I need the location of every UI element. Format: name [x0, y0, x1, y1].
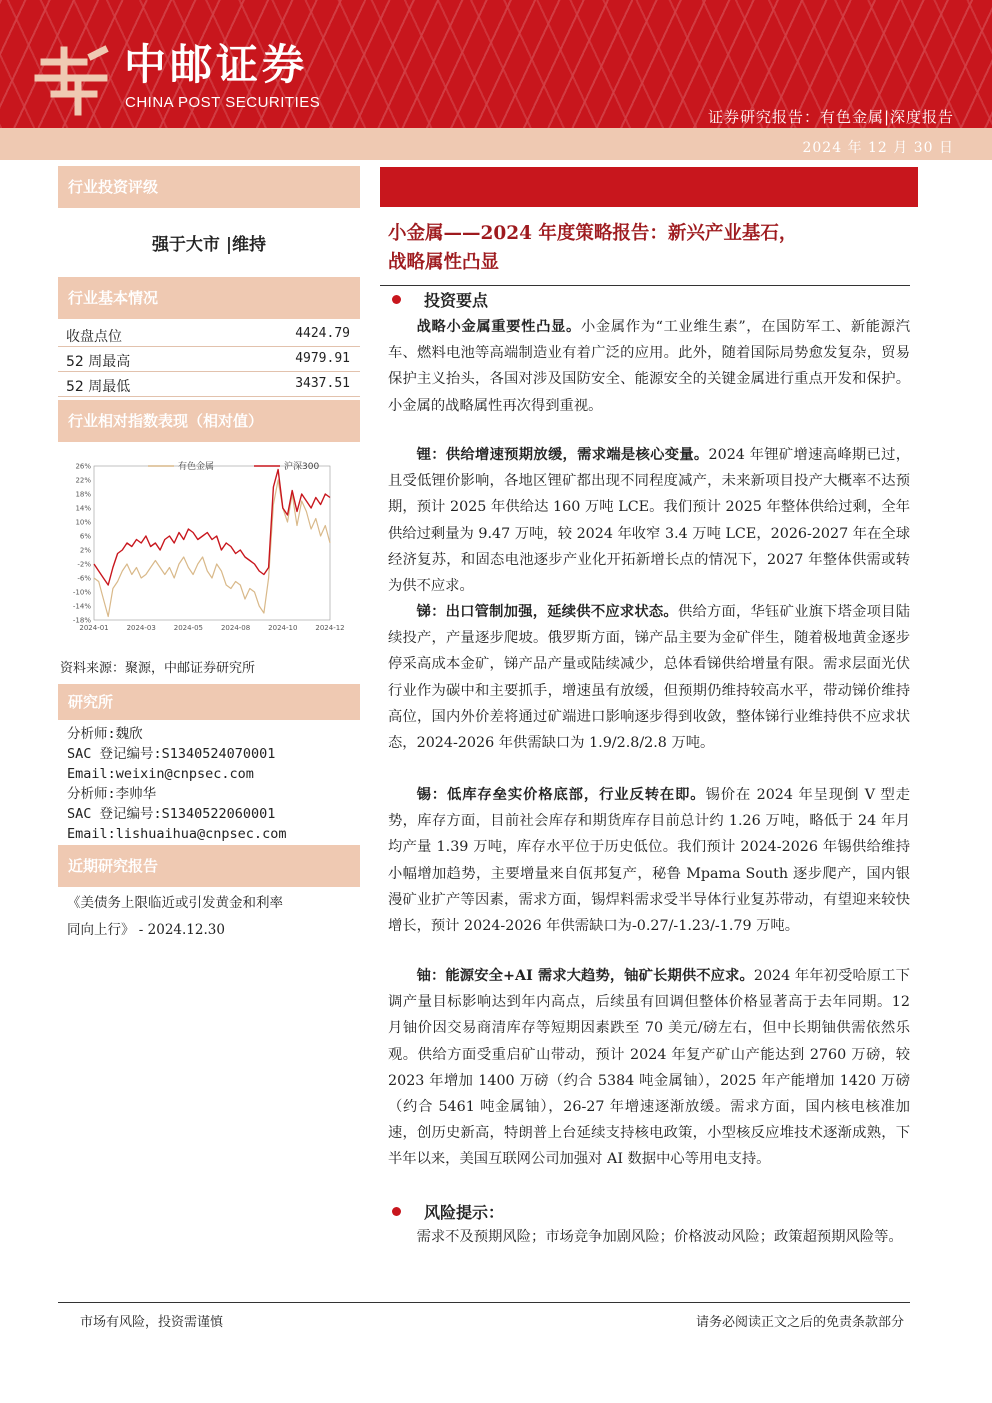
info-row [58, 347, 360, 372]
analyst-1-email[interactable]: Email:weixin@cnpsec.com [67, 766, 254, 782]
header-banner [0, 0, 992, 128]
para-body: 2024 年年初受哈原工下调产量目标影响达到年内高点，后续虽有回调但整体价格显著高于去年同期。12 月铀价因交易商清库存等短期因素跌至 70 美元/磅左右，但中长期铀供需依然乐观。供给方面受重启矿山带动，预计 2024 年复产矿山产能达到 2760 万磅，较 2023 年增加 1400 万磅（约合 5384 吨金属铀），2025 年产能增加 1420 万磅（约合 5461 吨金属铀），26-27 年增速逐渐放缓。需求方面，国内核电核准加速，创历史新高，特朗普上台延续支持核电政策，小型核反应堆技术逐渐成熟，下半年以来，美国互联网公司加强对 AI 数据中心等用电支持。 [388, 968, 910, 1168]
report-title [388, 219, 918, 277]
series-line-2 [94, 470, 330, 586]
report-header [0, 0, 992, 160]
x-tick-label: 2024-08 [220, 624, 251, 632]
analyst-2-sac: SAC 登记编号:S1340522060001 [67, 806, 276, 822]
bullet-dot-icon [392, 1207, 401, 1216]
info-label: 52 周最低 [66, 379, 131, 395]
relative-index-chart [58, 444, 360, 644]
para-lead: 锑：出口管制加强，延续供不应求状态。 [416, 604, 678, 620]
relative-performance-head: 行业相对指数表现（相对值） [58, 400, 360, 442]
paragraph-risk: 需求不及预期风险；市场竞争加剧风险；价格波动风险；政策超预期风险等。 [416, 1229, 903, 1245]
report-type: 证券研究报告：有色金属|深度报告 [707, 108, 954, 126]
y-tick-label: 26% [75, 462, 91, 471]
section-divider [380, 285, 910, 286]
analyst-1-name: 分析师:魏欣 [67, 726, 143, 742]
legend-label: 沪深300 [284, 462, 320, 472]
recent-report-line: 同向上行》 - 2024.12.30 [67, 922, 225, 938]
info-row [58, 372, 360, 397]
y-tick-label: 6% [79, 532, 91, 541]
analyst-2-email[interactable]: Email:lishuaihua@cnpsec.com [67, 826, 287, 842]
report-date: 2024 年 12 月 30 日 [802, 140, 954, 156]
info-value: 3437.51 [295, 376, 350, 391]
analyst-1-sac: SAC 登记编号:S1340524070001 [67, 746, 276, 762]
y-tick-label: 10% [75, 518, 91, 527]
y-tick-label: -2% [77, 560, 91, 569]
para-body: 2024 年锂矿增速高峰期已过，且受低锂价影响，各地区锂矿都出现不同程度减产，未来新项目投产大概率不达预期，预计 2025 年供给达 160 万吨 LCE。我们预计 2025 年整体供给过剩，全年供给过剩量为 9.47 万吨，较 2024 年收窄 3.4 万吨 LCE，2026-2027 年在全球经济复苏，和固态电池逐步产业化开拓新增长点的情况下，2027 年整体供需或转为供不应求。 [388, 447, 910, 595]
legend-label: 有色金属 [178, 462, 215, 472]
title-red-bar [380, 167, 918, 207]
y-tick-label: 2% [79, 546, 91, 555]
para-lead: 铀：能源安全+AI 需求大趋势，铀矿长期供不应求。 [416, 968, 754, 984]
brand-name-en: CHINA POST SECURITIES [125, 94, 321, 111]
x-tick-label: 2024-05 [173, 624, 204, 632]
para-lead: 锡：低库存垒实价格底部，行业反转在即。 [416, 787, 706, 803]
y-tick-label: -10% [72, 588, 91, 597]
info-label: 收盘点位 [66, 329, 122, 345]
y-tick-label: -14% [72, 602, 91, 611]
paragraph-strategic [388, 314, 910, 419]
research-dept-head: 研究所 [58, 684, 360, 720]
section-heading-key-points: 投资要点 [424, 291, 489, 310]
analyst-2-name: 分析师:李帅华 [67, 786, 157, 802]
para-body: 供给方面，华钰矿业旗下塔金项目陆续投产，产量逐步爬坡。俄罗斯方面，锑产品主要为金矿伴生，随着极地黄金逐步停采高成本金矿，锑产品产量或陆续减少，总体看锑供给增量有限。需求层面光伏行业作为碳中和主要抓手，增速虽有放缓，但预期仍维持较高水平，带动锑价维持高位，国内外价差将通过矿端进口影响逐步得到收敛，整体锑行业维持供不应求状态，2024-2026 年供需缺口为 1.9/2.8/2.8 万吨。 [388, 604, 911, 752]
chart-plot-frame [94, 466, 330, 620]
x-tick-label: 2024-12 [315, 624, 345, 632]
para-lead: 战略小金属重要性凸显。 [416, 319, 581, 335]
chart-source: 资料来源：聚源，中邮证券研究所 [60, 661, 256, 676]
title-line: 战略属性凸显 [388, 252, 500, 273]
footer-disclaimer-note: 请务必阅读正文之后的免责条款部分 [695, 1315, 904, 1330]
paragraph-tin [388, 782, 910, 939]
y-tick-label: -6% [77, 574, 91, 583]
paragraph-lithium [388, 442, 910, 599]
para-lead: 锂：供给增速预期放缓，需求端是核心变量。 [416, 447, 709, 463]
footer-risk-note: 市场有风险，投资需谨慎 [80, 1315, 224, 1330]
x-tick-label: 2024-03 [126, 624, 156, 632]
info-label: 52 周最高 [66, 354, 131, 370]
y-tick-label: 18% [75, 490, 91, 499]
paragraph-uranium [388, 963, 910, 1173]
para-body: 锡价在 2024 年呈现倒 V 型走势，库存方面，目前社会库存和期货库存目前总计约 1.26 万吨，略低于 24 年月均产量 1.39 万吨，库存水平位于历史低位。我们预计 2024-2026 年锡供给维持小幅增加趋势，主要增量来自佤邦复产，秘鲁 Mpama South 逐步爬产，国内银漫矿业扩产等因素，需求方面，锡焊料需求受半导体行业复苏带动，有望迎来较快增长，预计 2024-2026 年供需缺口为-0.27/-1.23/-1.79 万吨。 [388, 787, 911, 935]
y-tick-label: 22% [75, 476, 91, 485]
recent-reports-head: 近期研究报告 [58, 845, 360, 887]
para-body: 小金属作为“工业维生素”，在国防军工、新能源汽车、燃料电池等高端制造业有着广泛的应用。此外，随着国际局势愈发复杂，贸易保护主义抬头，各国对涉及国防安全、能源安全的关键金属进行重点开发和保护。小金属的战略属性再次得到重视。 [388, 319, 910, 414]
info-value: 4424.79 [295, 326, 350, 341]
brand-name-cn: 中邮证券 [124, 40, 309, 89]
basic-info-head: 行业基本情况 [58, 277, 360, 319]
industry-rating: 强于大市 |维持 [151, 235, 267, 255]
paragraph-antimony [388, 599, 910, 756]
recent-report-line: 《美债务上限临近或引发黄金和利率 [67, 895, 283, 911]
title-line: 小金属——2024 年度策略报告：新兴产业基石， [388, 223, 798, 244]
x-tick-label: 2024-10 [268, 624, 298, 632]
section-heading-risk: 风险提示： [424, 1203, 505, 1222]
rating-section-head: 行业投资评级 [58, 166, 360, 208]
footer-divider [58, 1302, 910, 1303]
y-tick-label: 14% [75, 504, 91, 513]
bullet-dot-icon [392, 295, 401, 304]
y-tick-label: -18% [72, 616, 91, 625]
info-row [58, 322, 360, 347]
chart-svg [58, 444, 360, 644]
info-value: 4979.91 [295, 351, 350, 366]
china-post-logo-icon [34, 42, 110, 118]
x-tick-label: 2024-01 [79, 624, 109, 632]
recent-report-link[interactable] [67, 890, 357, 944]
